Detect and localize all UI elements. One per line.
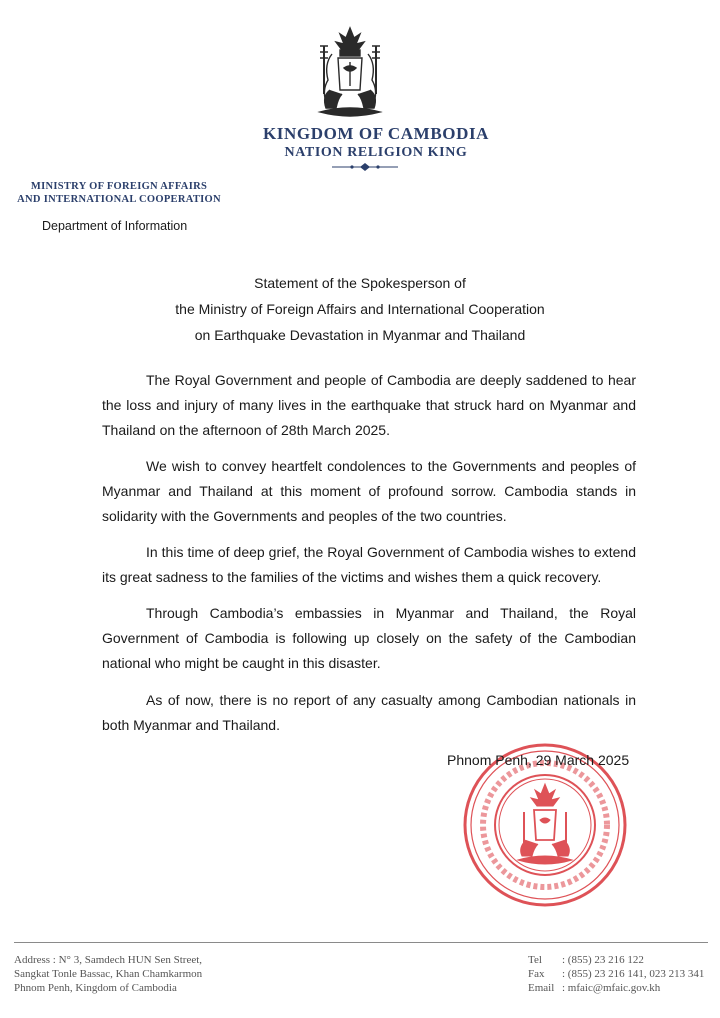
fax-value: : (855) 23 216 141, 023 213 341	[562, 968, 705, 980]
ministry-line-1: MINISTRY OF FOREIGN AFFAIRS	[30, 181, 208, 192]
paragraph-3	[102, 540, 636, 590]
paragraph-4	[102, 601, 636, 676]
statement-title	[0, 270, 720, 348]
paragraph-4-text: Through Cambodia’s embassies in Myanmar and Thailand, the Royal Government of Cambodia is following up closely on the safety of the Cambodian national who might be caught in this disaster.	[102, 605, 636, 671]
paragraph-5-text: As of now, there is no report of any casualty among Cambodian nationals in both Myanmar and Thailand.	[102, 692, 636, 733]
address-line-1: Address : N° 3, Samdech HUN Sen Street,	[14, 954, 203, 966]
footer-contact	[528, 953, 704, 995]
email-label: Email	[528, 982, 555, 994]
fax-label: Fax	[528, 968, 545, 980]
tel-label: Tel	[528, 954, 542, 966]
address-line-2: Sangkat Tonle Bassac, Khan Chamkarmon	[14, 968, 203, 980]
department-name: Department of Information	[42, 219, 188, 233]
dateline: Phnom Penh, 29 March 2025	[447, 752, 630, 768]
paragraph-1-text: The Royal Government and people of Cambodia are deeply saddened to hear the loss and injury of many lives in the earthquake that struck hard on Myanmar and Thailand on the afternoon of 28th March 2025.	[102, 372, 636, 438]
kingdom-title: KINGDOM OF CAMBODIA	[262, 124, 490, 143]
footer-divider	[14, 942, 708, 943]
email-value[interactable]: : mfaic@mfaic.gov.kh	[562, 982, 661, 994]
title-line-3: on Earthquake Devastation in Myanmar and Thailand	[194, 327, 526, 343]
ornament-divider-icon	[330, 162, 400, 172]
paragraph-2-text: We wish to convey heartfelt condolences to the Governments and peoples of Myanmar and Thailand at this moment of profound sorrow. Cambodia stands in solidarity with the Governments and peoples of the two countries.	[102, 458, 636, 524]
ministry-name	[14, 180, 224, 206]
tel-row	[528, 953, 704, 967]
footer-address	[14, 953, 202, 995]
title-line-1: Statement of the Spokesperson of	[254, 275, 466, 291]
fax-row	[528, 967, 704, 981]
ministry-line-2: AND INTERNATIONAL COOPERATION	[17, 194, 221, 205]
paragraph-1	[102, 368, 636, 443]
royal-coat-of-arms-icon	[302, 24, 398, 124]
tel-value: : (855) 23 216 122	[562, 954, 644, 966]
address-line-3: Phnom Penh, Kingdom of Cambodia	[14, 982, 177, 994]
paragraph-2	[102, 454, 636, 529]
paragraph-5	[102, 688, 636, 738]
national-motto: NATION RELIGION KING	[284, 145, 468, 160]
title-line-2: the Ministry of Foreign Affairs and International Cooperation	[175, 301, 545, 317]
email-row	[528, 981, 704, 995]
paragraph-3-text: In this time of deep grief, the Royal Government of Cambodia wishes to extend its great sadness to the families of the victims and wishes them a quick recovery.	[102, 544, 636, 585]
